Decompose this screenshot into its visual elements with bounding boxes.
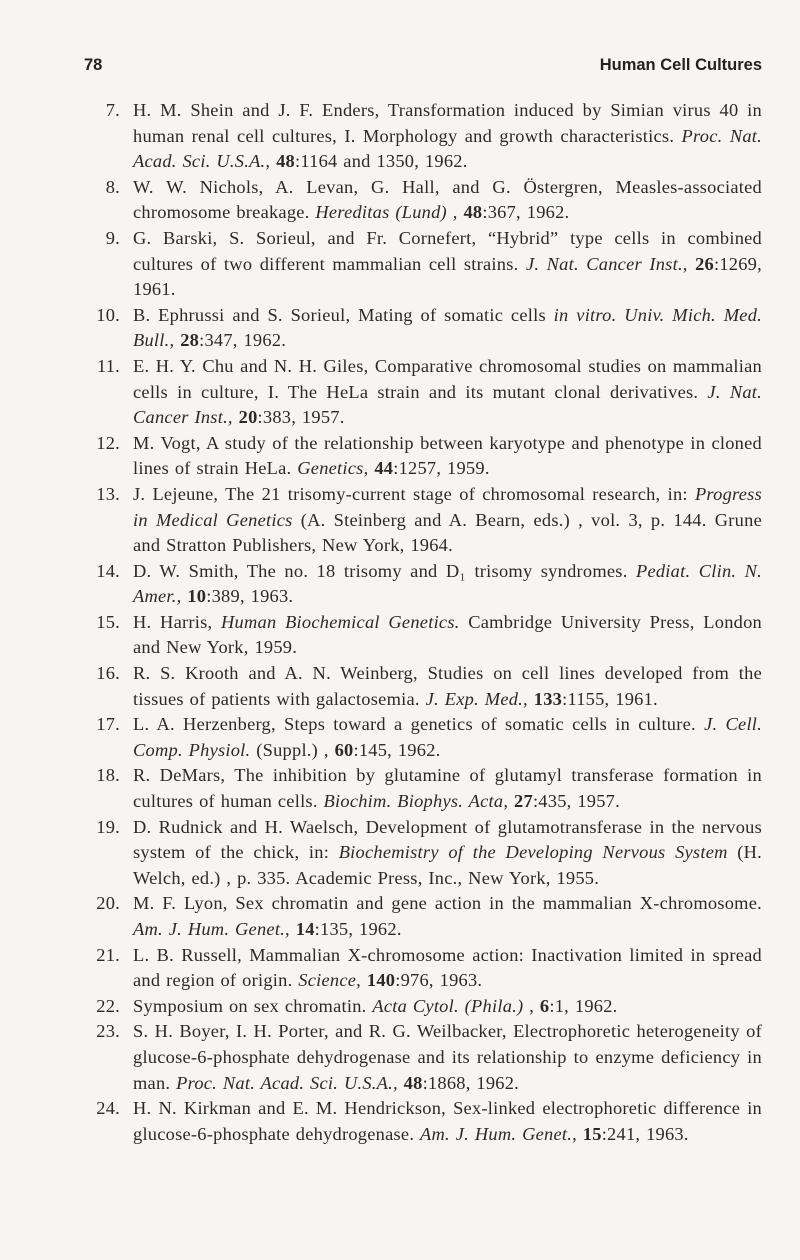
citation-source-italic: Acta Cytol. (Phila.)	[372, 995, 524, 1016]
citation-source-italic: Biochim. Biophys. Acta,	[323, 791, 509, 812]
citation-source-italic: Am. J. Hum. Genet.,	[133, 919, 290, 939]
reference-number: 8.	[105, 176, 120, 197]
running-header	[84, 56, 762, 82]
reference-number: 10.	[96, 304, 120, 325]
citation-volume: 48	[276, 151, 295, 172]
reference-number: 24.	[96, 1098, 120, 1119]
citation-source-italic: Proc. Nat. Acad. Sci. U.S.A.,	[176, 1072, 398, 1093]
citation-text: :1257, 1959.	[393, 458, 490, 479]
citation-volume: 133	[533, 688, 563, 709]
citation-text: M. Vogt, A study of the relationship between karyotype and phenotype in cloned lines of strain HeLa.	[133, 432, 762, 479]
citation-source-italic: Pediat. Clin. N. Amer.,	[133, 560, 762, 607]
citation-volume: 44	[374, 458, 394, 479]
citation-source-italic: Am. J. Hum. Genet.,	[420, 1123, 577, 1144]
reference-number: 19.	[96, 816, 120, 837]
citation-text: L. A. Herzenberg, Steps toward a genetics of somatic cells in culture.	[133, 714, 705, 735]
citation-text: M. F. Lyon, Sex chromatin and gene action in the mammalian X-chromosome.	[133, 893, 762, 914]
reference-list	[0, 98, 800, 1147]
citation-text: (A. Steinberg and A. Bearn, eds.) , vol. 3, p. 144. Grune and Stratton Publishers, New York, 1964.	[133, 509, 762, 556]
running-title: Human Cell Cultures	[599, 56, 762, 74]
citation-source-italic: Science,	[298, 970, 362, 991]
reference-item	[0, 431, 800, 482]
citation-source-italic: Hereditas (Lund)	[315, 202, 447, 223]
reference-item	[0, 661, 800, 712]
reference-item	[0, 175, 800, 226]
reference-number: 14.	[96, 560, 120, 581]
citation-text: :389, 1963.	[206, 586, 294, 607]
citation-source-italic: J. Exp. Med.,	[425, 688, 528, 709]
citation-text: D. Rudnick and H. Waelsch, Development of glutamotransferase in the nervous system of the chick, in:	[133, 816, 762, 863]
citation-volume: 140	[366, 970, 396, 991]
citation-text: (Suppl.) ,	[250, 739, 335, 760]
citation-volume: 48	[403, 1072, 423, 1093]
citation-text: ,	[446, 202, 464, 223]
citation-text: H. Harris,	[133, 611, 222, 632]
reference-item	[0, 1096, 800, 1147]
citation-volume: 48	[463, 202, 483, 223]
reference-number: 21.	[96, 944, 120, 965]
reference-item	[0, 815, 800, 892]
citation-text: :435, 1957.	[532, 791, 620, 812]
reference-item	[0, 994, 800, 1020]
citation-text: D. W. Smith, The no. 18 trisomy and D₁ trisomy syndromes.	[133, 560, 636, 581]
citation-source-italic: J. Nat. Cancer Inst.,	[525, 253, 688, 274]
citation-source-italic: Genetics,	[297, 458, 369, 479]
citation-text: R. S. Krooth and A. N. Weinberg, Studies on cell lines developed from the tissues of patients with galactosemia.	[133, 663, 762, 709]
citation-volume: 20	[238, 407, 258, 428]
citation-text: B. Ephrussi and S. Sorieul, Mating of somatic cells	[133, 304, 554, 325]
citation-text: R. DeMars, The inhibition by glutamine of glutamyl transferase formation in cultures of human cells.	[133, 765, 762, 812]
citation-text: :367, 1962.	[482, 202, 570, 223]
reference-number: 23.	[96, 1021, 120, 1042]
reference-item	[0, 559, 800, 610]
citation-text: :383, 1957.	[257, 407, 345, 428]
citation-source-italic: J. Cell. Comp. Physiol.	[133, 714, 763, 760]
citation-volume: 10	[187, 586, 207, 607]
reference-item	[0, 712, 800, 763]
citation-text: :347, 1962.	[199, 330, 287, 351]
citation-volume: 6	[539, 995, 550, 1016]
citation-text: E. H. Y. Chu and N. H. Giles, Comparative chromosomal studies on mammalian cells in culture, I. The HeLa strain and its mutant clonal derivatives.	[133, 355, 762, 402]
reference-number: 20.	[96, 893, 120, 914]
citation-volume: 26	[695, 253, 714, 274]
citation-text: :241, 1963.	[601, 1123, 689, 1144]
citation-text: Symposium on sex chromatin.	[133, 995, 373, 1016]
citation-source-italic: Human Biochemical Genetics.	[221, 611, 460, 632]
citation-text: ,	[523, 995, 540, 1016]
citation-volume: 14	[295, 919, 315, 939]
reference-number: 11.	[96, 355, 120, 376]
reference-number: 16.	[96, 663, 120, 684]
citation-source-italic: Biochemistry of the Developing Nervous System	[338, 842, 728, 863]
reference-number: 7.	[105, 100, 120, 120]
citation-text: J. Lejeune, The 21 trisomy-current stage of chromosomal research, in:	[133, 483, 695, 504]
citation-volume: 27	[514, 791, 533, 812]
citation-volume: 15	[582, 1123, 602, 1144]
page-number: 78	[84, 56, 103, 74]
citation-text: :1164 and 1350, 1962.	[295, 151, 468, 172]
citation-text: :976, 1963.	[395, 970, 483, 991]
reference-item	[0, 943, 800, 994]
reference-number: 13.	[96, 483, 120, 504]
citation-text: H. M. Shein and J. F. Enders, Transformation induced by Simian virus 40 in human renal cell cultures, I. Morphology and growth characteristics.	[133, 100, 762, 146]
citation-text: G. Barski, S. Sorieul, and Fr. Cornefert, “Hybrid” type cells in combined cultures of two different mammalian cell strains.	[133, 227, 762, 274]
reference-number: 18.	[96, 765, 120, 786]
reference-number: 15.	[96, 611, 120, 632]
reference-item	[0, 1019, 800, 1096]
reference-number: 12.	[96, 432, 120, 453]
citation-source-italic: Progress in Medical Genetics	[133, 483, 762, 530]
reference-item	[0, 610, 800, 661]
citation-text: H. N. Kirkman and E. M. Hendrickson, Sex-linked electrophoretic difference in glucose-6-phosphate dehydrogenase.	[133, 1098, 762, 1144]
citation-text: :1, 1962.	[549, 995, 618, 1016]
citation-source-italic: Proc. Nat. Acad. Sci. U.S.A.,	[133, 125, 762, 172]
citation-text: Cambridge University Press, London and New York, 1959.	[133, 611, 762, 658]
reference-item	[0, 482, 800, 559]
citation-text	[688, 254, 695, 274]
reference-item	[0, 354, 800, 431]
reference-number: 22.	[96, 995, 120, 1016]
citation-source-italic: in vitro. Univ. Mich. Med. Bull.,	[133, 304, 762, 351]
reference-number: 9.	[105, 227, 120, 248]
reference-item	[0, 98, 800, 175]
citation-text: W. W. Nichols, A. Levan, G. Hall, and G. Östergren, Measles-associated chromosome breakage.	[133, 176, 762, 223]
reference-item	[0, 303, 800, 354]
citation-text: :1868, 1962.	[422, 1072, 520, 1093]
citation-volume: 60	[334, 739, 354, 760]
reference-item	[0, 891, 800, 942]
reference-number: 17.	[96, 714, 120, 735]
citation-text: :1155, 1961.	[562, 688, 658, 709]
reference-item	[0, 226, 800, 303]
citation-source-italic: J. Nat. Cancer Inst.,	[133, 381, 762, 428]
citation-text: :1269, 1961.	[133, 253, 762, 300]
citation-volume: 28	[180, 330, 200, 351]
reference-item	[0, 763, 800, 814]
citation-text: (H. Welch, ed.) , p. 335. Academic Press, Inc., New York, 1955.	[133, 842, 762, 888]
citation-text: L. B. Russell, Mammalian X-chromosome action: Inactivation limited in spread and region of origin.	[133, 944, 762, 991]
citation-text: :145, 1962.	[353, 739, 441, 760]
citation-text: :135, 1962.	[314, 919, 402, 939]
citation-text: S. H. Boyer, I. H. Porter, and R. G. Weilbacker, Electrophoretic heterogeneity of glucose-6-phosphate dehydrogenase and its relationship to enzyme deficiency in man.	[133, 1021, 762, 1093]
